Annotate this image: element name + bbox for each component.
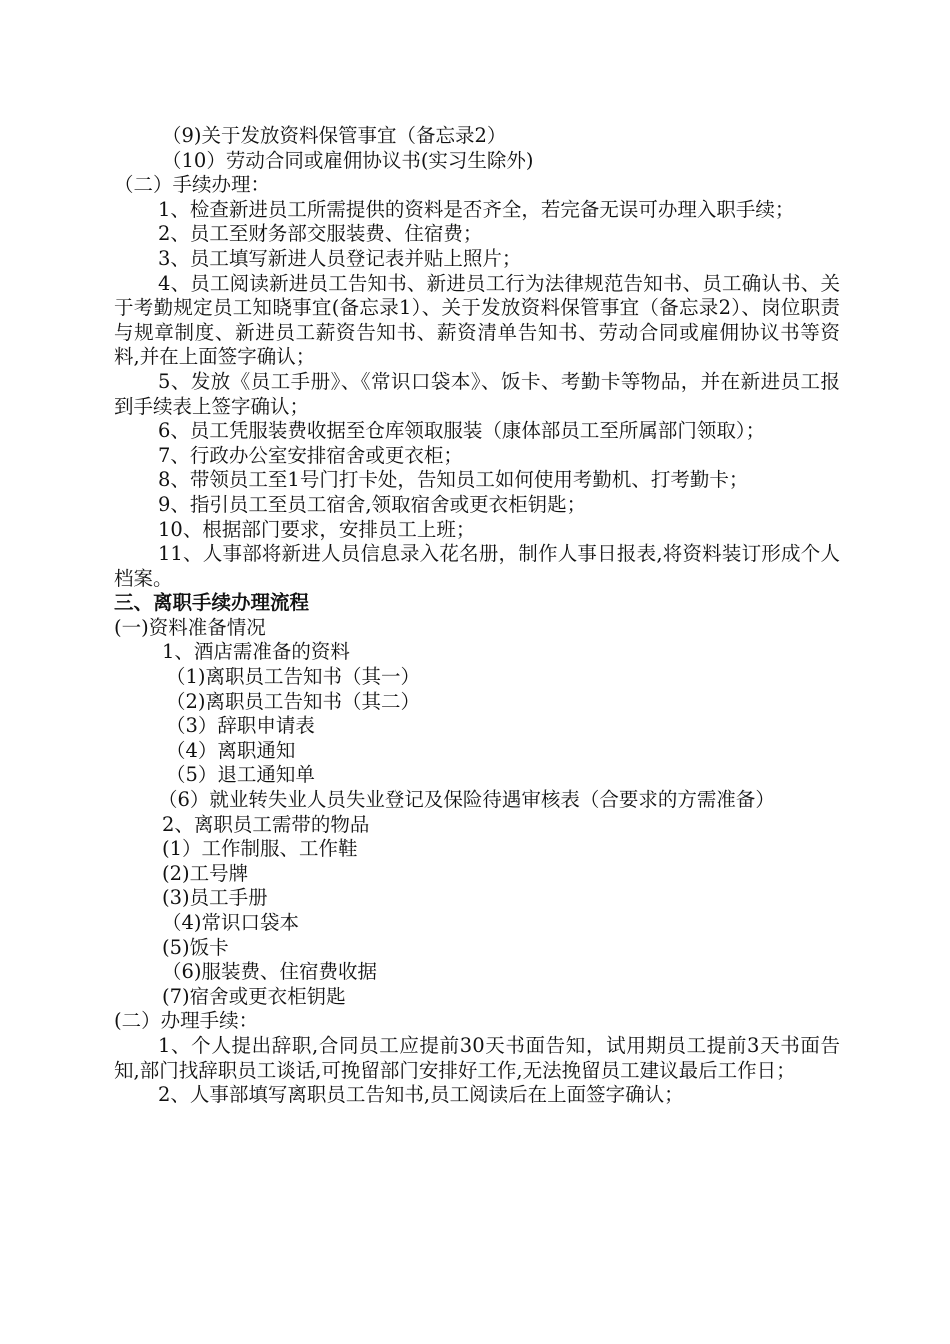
list-item: (3)员工手册 [162,886,268,910]
step-11: 11、人事部将新进人员信息录入花名册，制作人事日报表,将资料装订形成个人档案。 [114,542,840,590]
list-item: （5）退工通知单 [166,763,315,787]
list-item: (5)饭卡 [162,935,229,959]
list-item: （4)常识口袋本 [162,911,300,934]
list-item: (2)工号牌 [162,861,249,885]
step-1: 1、检查新进员工所需提供的资料是否齐全，若完备无误可办理入职手续； [158,197,795,221]
subsection-heading: (一)资料准备情况 [114,615,266,639]
item-9: （9)关于发放资料保管事宜（备忘录2） [162,124,507,147]
section-heading: 三、离职手续办理流程 [114,591,310,615]
step-3: 3、员工填写新进人员登记表并贴上照片； [158,246,522,270]
item-10: （10）劳动合同或雇佣协议书(实习生除外) [162,148,534,172]
step-4: 4、员工阅读新进员工告知书、新进员工行为法律规范告知书、员工确认书、关于考勤规定员工知晓事宜(备忘录1）、关于发放资料保管事宜（备忘录2）、岗位职责与规章制度、新进员工薪资告知书、薪资清单告知书、劳动合同或雇佣协议书等资料,并在上面签字确认； [114,271,840,369]
list-item: （4）离职通知 [166,738,296,762]
step-8: 8、带领员工至1号门打卡处，告知员工如何使用考勤机、打考勤卡； [158,468,749,492]
list-item: （1)离职员工告知书（其一） [166,665,421,689]
step-9: 9、指引员工至员工宿舍,领取宿舍或更衣柜钥匙； [158,492,587,516]
step-1: 1、个人提出辞职,合同员工应提前30天书面告知，试用期员工提前3天书面告知,部门找辞职员工谈话,可挽留部门安排好工作,无法挽留员工建议最后工作日； [114,1033,840,1082]
list-item: (7)宿舍或更衣柜钥匙 [162,984,346,1008]
list-heading: 1、酒店需准备的资料 [162,640,350,664]
step-6: 6、员工凭服装费收据至仓库领取服装（康体部员工至所属部门领取）； [158,419,766,443]
step-7: 7、行政办公室安排宿舍或更衣柜； [158,443,463,467]
subsection-heading: (二）办理手续： [114,1009,259,1033]
list-heading: 2、离职员工需带的物品 [162,812,370,836]
step-10: 10、根据部门要求，安排员工上班； [158,517,476,541]
document-body [114,124,840,1108]
step-2: 2、员工至财务部交服装费、住宿费； [158,222,483,246]
list-item: （3）辞职申请表 [166,714,315,738]
list-item: （6）就业转失业人员失业登记及保险待遇审核表（合要求的方需准备） [158,788,775,812]
step-2: 2、人事部填写离职员工告知书,员工阅读后在上面签字确认； [158,1083,684,1107]
list-item: （6)服装费、住宿费收据 [162,960,378,984]
list-item: （2)离职员工告知书（其二） [166,689,421,713]
subsection-heading: （二）手续办理： [114,173,271,197]
list-item: (1）工作制服、工作鞋 [162,837,358,861]
step-5: 5、发放《员工手册》、《常识口袋本》、饭卡、考勤卡等物品，并在新进员工报到手续表上签字确认； [114,369,840,418]
